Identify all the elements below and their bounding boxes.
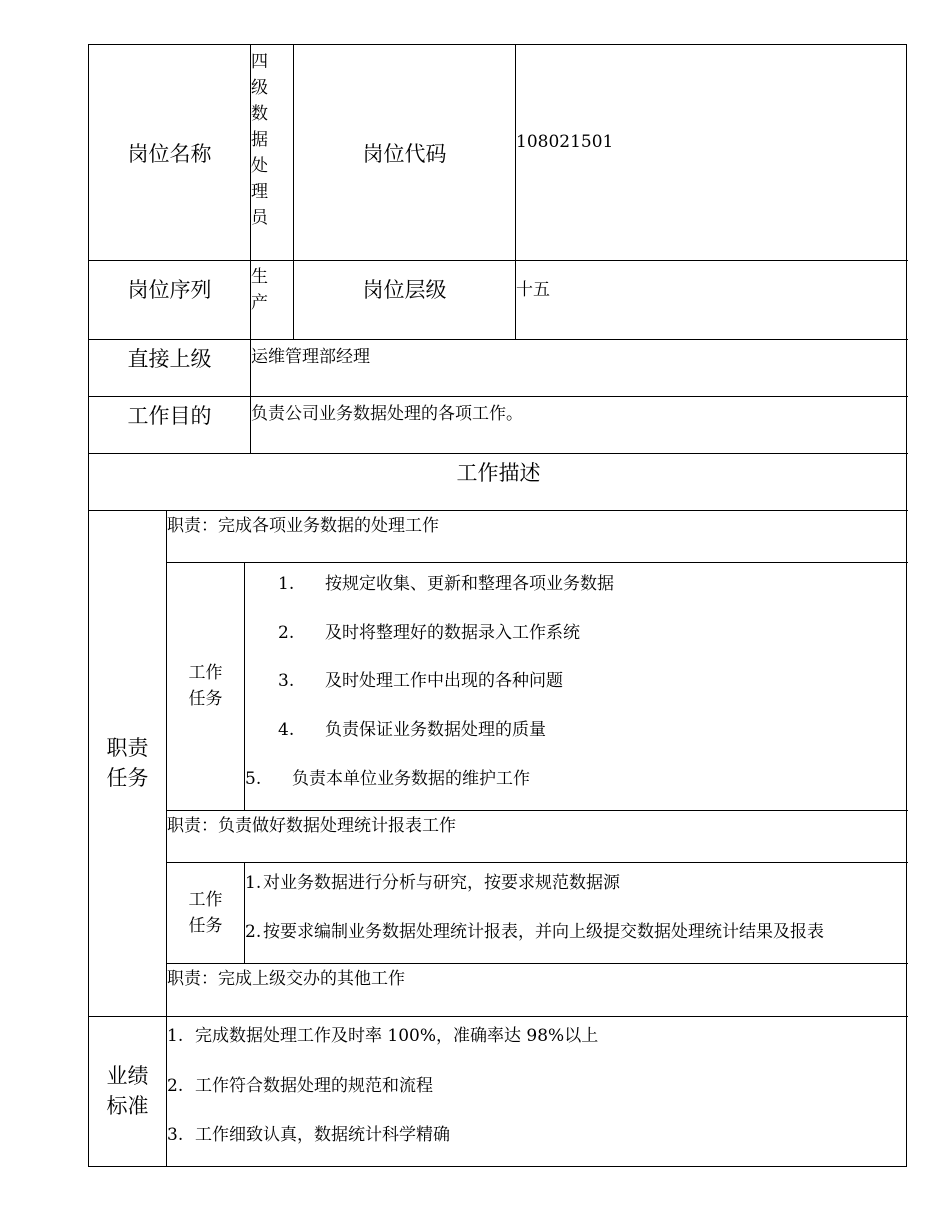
row-divider [89, 1016, 908, 1017]
performance-item [167, 1120, 450, 1145]
duty-title: 职责：完成各项业务数据的处理工作 [167, 516, 439, 536]
task-text: 负责本单位业务数据的维护工作 [292, 769, 530, 789]
duty-title: 职责：负责做好数据处理统计报表工作 [167, 816, 456, 836]
task-item [245, 764, 530, 789]
section-title: 工作描述 [456, 461, 541, 485]
duties-label: 职责任务 [106, 736, 149, 790]
performance-label: 业绩标准 [106, 1064, 149, 1118]
row-divider [166, 810, 908, 811]
task-text: 按要求编制业务数据处理统计报表，并向上级提交数据处理统计结果及报表 [263, 922, 824, 942]
task-label: 工作任务 [188, 889, 223, 936]
task-item [278, 666, 563, 691]
task-number: 3. [278, 671, 295, 691]
performance-text: 完成数据处理工作及时率 100%，准确率达 98%以上 [195, 1026, 599, 1046]
task-label: 工作任务 [188, 663, 223, 709]
row-divider [166, 963, 908, 964]
duty-title: 职责：完成上级交办的其他工作 [167, 969, 405, 989]
superior-label: 直接上级 [127, 347, 212, 371]
post-level-label: 岗位层级 [362, 278, 447, 302]
task-text: 按规定收集、更新和整理各项业务数据 [325, 574, 614, 594]
row-divider [89, 510, 908, 511]
performance-number: 2. [167, 1076, 184, 1096]
post-series-value: 生产 [251, 267, 268, 313]
task-item [245, 868, 620, 893]
purpose-value: 负责公司业务数据处理的各项工作。 [251, 404, 523, 424]
task-number: 4. [278, 720, 295, 740]
post-name-label: 岗位名称 [127, 141, 212, 166]
post-code-value: 108021501 [516, 132, 614, 152]
performance-item [167, 1021, 598, 1046]
performance-number: 1. [167, 1026, 184, 1046]
task-item [278, 569, 614, 594]
post-code-label: 岗位代码 [362, 141, 447, 166]
post-name-value: 四级数据处理员 [251, 52, 268, 228]
task-number: 1. [278, 574, 295, 594]
superior-value: 运维管理部经理 [251, 347, 370, 367]
performance-text: 工作细致认真，数据统计科学精确 [195, 1125, 450, 1145]
task-item [278, 618, 580, 643]
task-text: 及时将整理好的数据录入工作系统 [325, 623, 580, 643]
purpose-label: 工作目的 [127, 404, 212, 428]
task-item [278, 715, 546, 740]
task-number: 2. [245, 922, 262, 942]
row-divider [166, 862, 908, 863]
task-text: 及时处理工作中出现的各种问题 [325, 671, 563, 691]
post-level-value: 十五 [516, 280, 550, 300]
performance-text: 工作符合数据处理的规范和流程 [195, 1076, 433, 1096]
task-item [245, 917, 824, 942]
task-text: 负责保证业务数据处理的质量 [325, 720, 546, 740]
post-series-label: 岗位序列 [127, 278, 212, 302]
row-divider [166, 562, 908, 563]
task-number: 5. [245, 769, 262, 789]
performance-item [167, 1071, 433, 1096]
job-description-table [88, 44, 907, 1167]
performance-number: 3. [167, 1125, 184, 1145]
task-text: 对业务数据进行分析与研究，按要求规范数据源 [263, 873, 620, 893]
task-number: 1. [245, 873, 262, 893]
task-number: 2. [278, 623, 295, 643]
